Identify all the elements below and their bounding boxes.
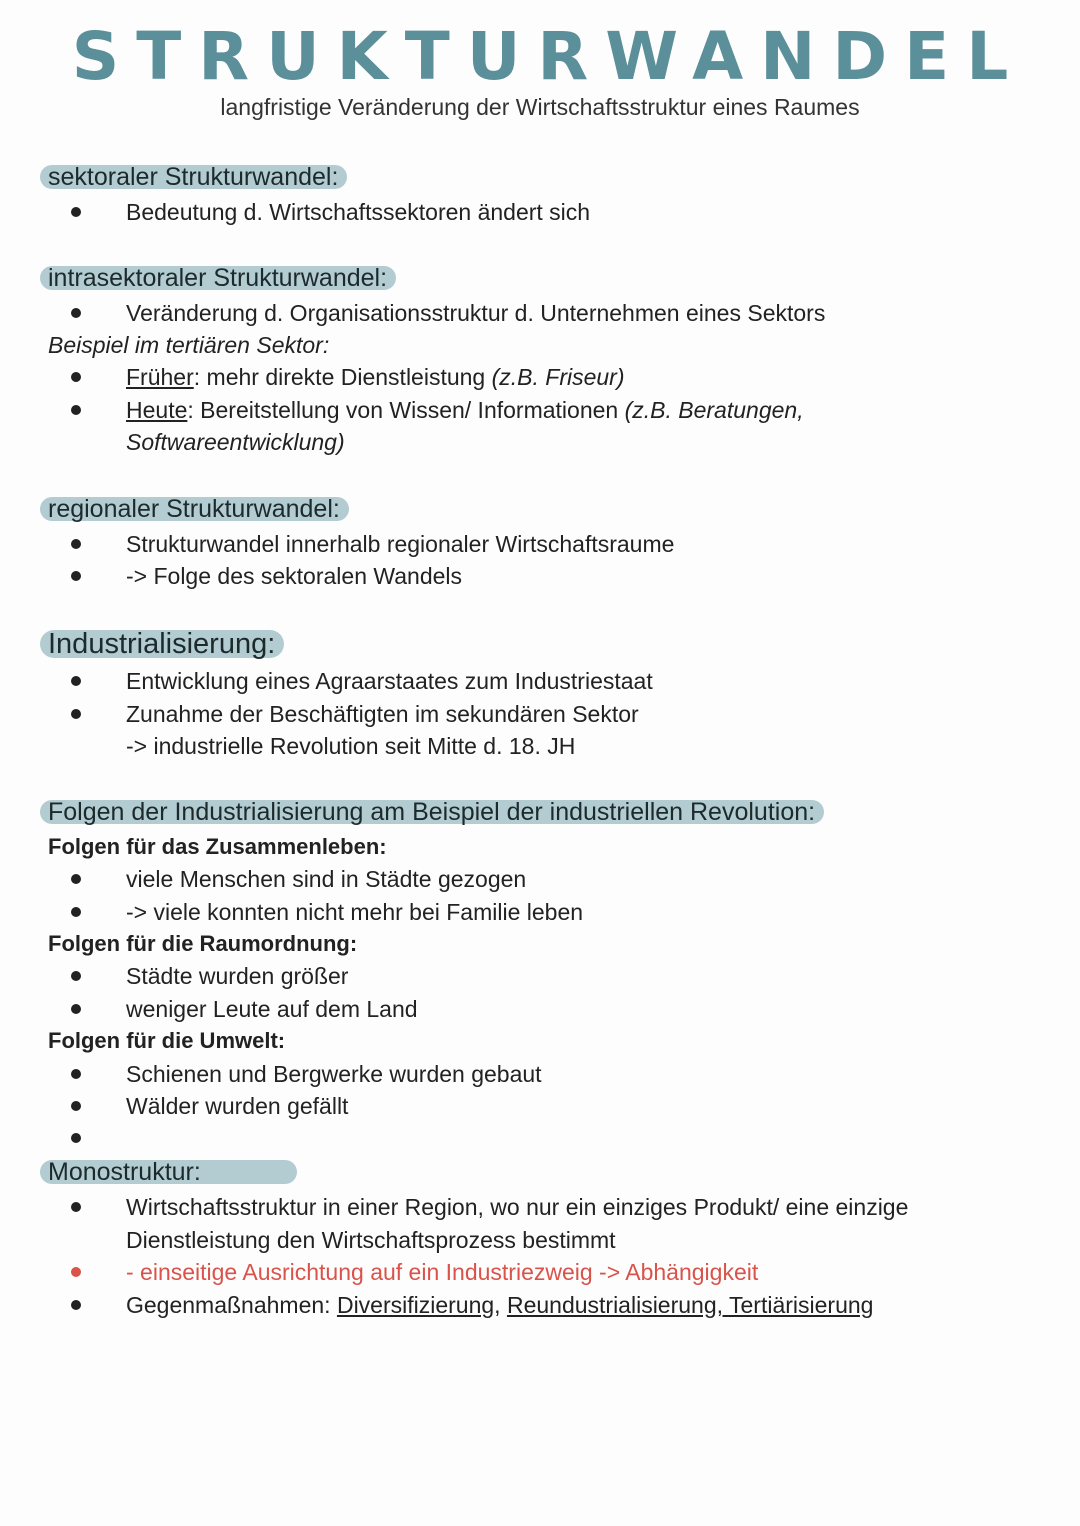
heading-intrasektoral: intrasektoraler Strukturwandel: [40, 266, 396, 290]
bullet [71, 308, 81, 318]
term: Heute [126, 397, 188, 423]
list-item: Zunahme der Beschäftigten im sekundären Sektor [126, 701, 639, 727]
subheading: Folgen für die Umwelt: [48, 1028, 286, 1053]
page-title: STRUKTURWANDEL [71, 18, 1026, 95]
bullet [71, 372, 81, 382]
list-item: Wälder wurden gefällt [126, 1093, 349, 1119]
bullet [71, 971, 81, 981]
heading-monostruktur: Monostruktur: [40, 1160, 297, 1184]
text: , [494, 1292, 507, 1318]
list-item-warning: - einseitige Ausrichtung auf ein Industriezweig -> Abhängigkeit [126, 1259, 759, 1285]
list-item [126, 360, 625, 394]
text: Gegenmaßnahmen: [126, 1292, 337, 1318]
list-item: viele Menschen sind in Städte gezogen [126, 866, 527, 892]
bullet [71, 874, 81, 884]
list-item-cont: Dienstleistung den Wirtschaftsprozess bestimmt [126, 1227, 616, 1253]
example: (z.B. Friseur) [491, 364, 625, 390]
list-item: weniger Leute auf dem Land [126, 996, 418, 1022]
bullet [71, 1101, 81, 1111]
list-item: -> viele konnten nicht mehr bei Familie leben [126, 899, 584, 925]
bullet [71, 571, 81, 581]
example-label: Beispiel im tertiären Sektor: [48, 332, 330, 358]
bullet [71, 709, 81, 719]
bullet-red [71, 1267, 81, 1277]
heading-regional: regionaler Strukturwandel: [40, 497, 349, 521]
page-subtitle: langfristige Veränderung der Wirtschaftsstruktur eines Raumes [220, 94, 860, 120]
list-item: Wirtschaftsstruktur in einer Region, wo nur ein einziges Produkt/ eine einzige [126, 1194, 909, 1220]
term: Diversifizierung [336, 1292, 495, 1318]
bullet [71, 907, 81, 917]
list-item: Strukturwandel innerhalb regionaler Wirtschaftsraume [126, 531, 675, 557]
bullet [71, 207, 81, 217]
list-item: Schienen und Bergwerke wurden gebaut [126, 1061, 542, 1087]
bullet [71, 405, 81, 415]
heading-industrialisierung: Industrialisierung: [40, 630, 284, 658]
bullet [71, 539, 81, 549]
list-item: Städte wurden größer [126, 963, 349, 989]
bullet [71, 1300, 81, 1310]
heading-sektoral: sektoraler Strukturwandel: [40, 165, 347, 189]
bullet [71, 1004, 81, 1014]
list-item: Entwicklung eines Agraarstaates zum Industriestaat [126, 668, 653, 694]
subheading: Folgen für das Zusammenleben: [48, 834, 387, 859]
list-item: Veränderung d. Organisationsstruktur d. Unternehmen eines Sektors [126, 300, 826, 326]
text: : mehr direkte Dienstleistung [193, 364, 492, 390]
list-item [126, 1288, 873, 1322]
bullet [71, 676, 81, 686]
term: Früher [126, 364, 194, 390]
list-item-cont: -> industrielle Revolution seit Mitte d. 18. JH [126, 733, 576, 759]
heading-folgen: Folgen der Industrialisierung am Beispiel der industriellen Revolution: [40, 800, 824, 824]
list-item: Bedeutung d. Wirtschaftssektoren ändert sich [126, 199, 591, 225]
list-item [126, 393, 804, 427]
bullet [71, 1069, 81, 1079]
text: : Bereitstellung von Wissen/ Informationen [187, 397, 625, 423]
example: (z.B. Beratungen, [624, 397, 804, 423]
list-item: -> Folge des sektoralen Wandels [126, 563, 463, 589]
subheading: Folgen für die Raumordnung: [48, 931, 358, 956]
bullet-empty [71, 1133, 81, 1143]
bullet [71, 1202, 81, 1212]
term: Reundustrialisierung, Tertiärisierung [506, 1292, 874, 1318]
list-item-cont: Softwareentwicklung) [126, 429, 345, 455]
